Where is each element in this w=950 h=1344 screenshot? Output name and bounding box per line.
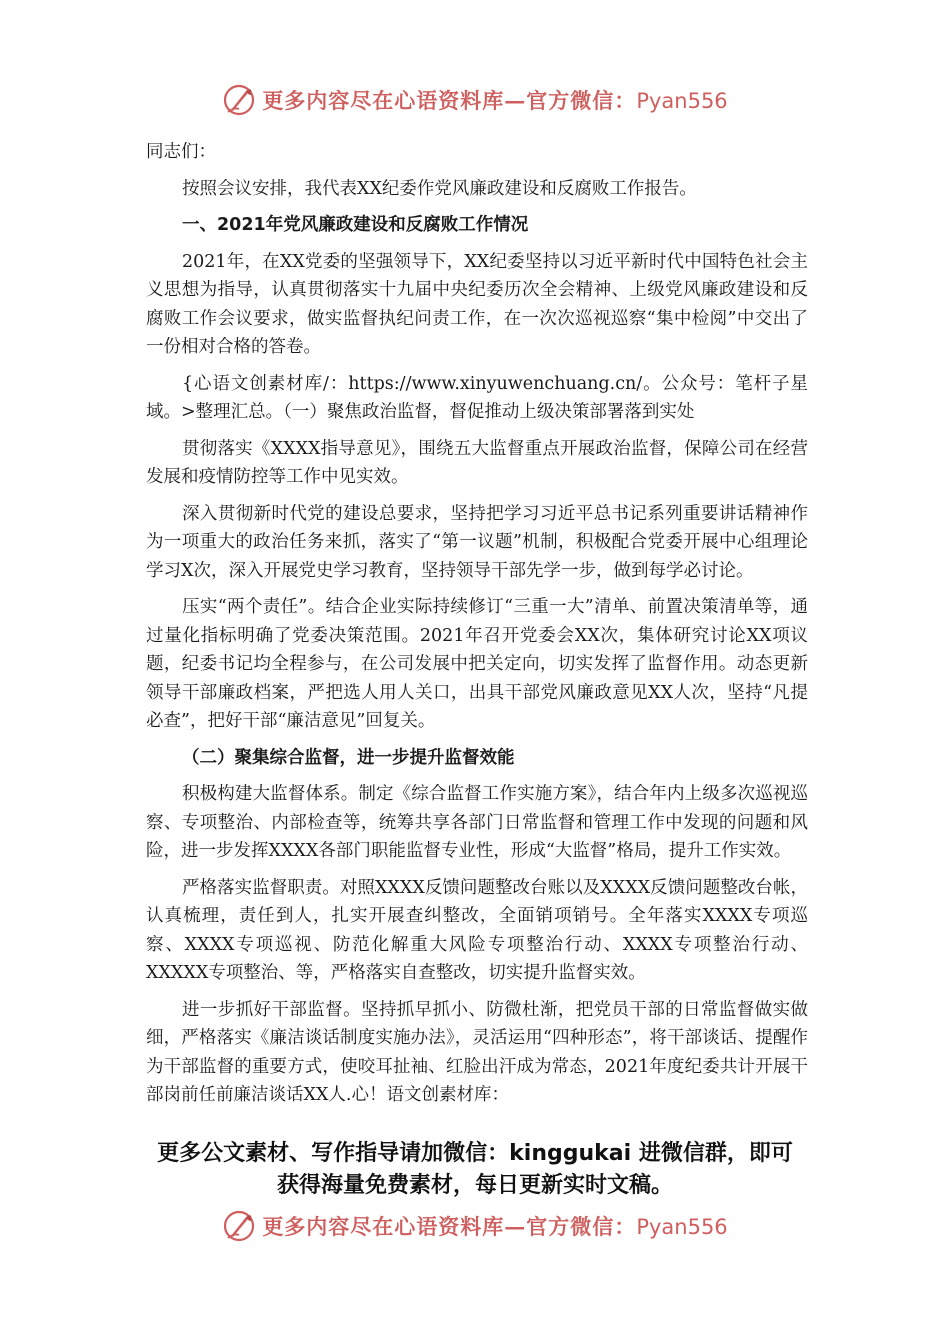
promo-line-2: 获得海量免费素材，每日更新实时文稿。: [276, 1173, 673, 1198]
footer-wechat-id: Pyan556: [636, 1215, 728, 1239]
footer-banner-text: 更多内容尽在心语资料库—官方微信：Pyan556: [262, 1214, 728, 1239]
greeting: 同志们：: [146, 142, 216, 162]
header-banner: [0, 74, 950, 126]
section-2-heading: （二）聚集综合监督，进一步提升监督效能: [182, 747, 515, 768]
promo-line-1: 更多公文素材、写作指导请加微信：kinggukai 进微信群，即可: [157, 1141, 793, 1166]
header-wechat-id: Pyan556: [636, 89, 728, 113]
supervision-system-paragraph: 积极构建大监督体系。制定《综合监督工作实施方案》，结合年内上级多次巡视巡察、专项整治、内部检查等，统筹共享各部门日常监督和管理工作中发现的问题和风险，进一步发挥XXXX各部门职能监督专业性，形成“大监督”格局，提升工作实效。: [146, 784, 808, 861]
header-banner-text: 更多内容尽在心语资料库—官方微信：Pyan556: [262, 88, 728, 113]
quill-pen-logo-icon: [222, 83, 256, 117]
cadre-supervision-paragraph: 进一步抓好干部监督。坚持抓早抓小、防微杜渐，把党员干部的日常监督做实做细，严格落实《廉洁谈话制度实施办法》，灵活运用“四种形态”，将干部谈话、提醒作为干部监督的重要方式，使咬耳扯袖、红脸出汗成为常态，2021年度纪委共计开展干部岗前任前廉洁谈话XX人.心！语文创素材库：: [146, 999, 808, 1105]
quill-pen-logo-icon: [222, 1209, 256, 1243]
document-body: [146, 138, 808, 1110]
study-paragraph: 深入贯彻新时代党的建设总要求，坚持把学习习近平总书记系列重要讲话精神作为一项重大的政治任务来抓，落实了“第一议题”机制，积极配合党委开展中心组理论学习X次，深入开展党史学习教育，坚持领导干部先学一步，做到每学必讨论。: [146, 503, 808, 581]
supervision-duty-paragraph: 严格落实监督职责。对照XXXX反馈问题整改台账以及XXXX反馈问题整改台帐，认真梳理，责任到人，扎实开展查纠整改，全面销项销号。全年落实XXXX专项巡察、XXXX专项巡视、防范化解重大风险专项整治行动、XXXX专项整治行动、XXXXX专项整治、等，严格落实自查整改，切实提升监督实效。: [146, 877, 808, 983]
intro-paragraph: 按照会议安排，我代表XX纪委作党风廉政建设和反腐败工作报告。: [182, 178, 697, 199]
section-1-heading: 一、2021年党风廉政建设和反腐败工作情况: [182, 215, 529, 235]
guidance-paragraph: 贯彻落实《XXXX指导意见》，围绕五大监督重点开展政治监督，保障公司在经营发展和疫情防控等工作中见实效。: [146, 438, 808, 487]
promo-block: [0, 1138, 950, 1202]
footer-banner: [0, 1200, 950, 1252]
responsibility-paragraph: 压实“两个责任”。结合企业实际持续修订“三重一大”清单、前置决策清单等，通过量化指标明确了党委决策范围。2021年召开党委会XX次，集体研究讨论XX项议题，纪委书记均全程参与，在公司发展中把关定向，切实发挥了监督作用。动态更新领导干部廉政档案，严把选人用人关口，出具干部党风廉政意见XX人次，坚持“凡提必查”，把好干部“廉洁意见”回复关。: [146, 597, 808, 731]
summary-paragraph: 2021年，在XX党委的坚强领导下，XX纪委坚持以习近平新时代中国特色社会主义思想为指导，认真贯彻落实十九届中央纪委历次全会精神、上级党风廉政建设和反腐败工作会议要求，做实监督执纪问责工作，在一次次巡视巡察“集中检阅”中交出了一份相对合格的答卷。: [146, 251, 808, 357]
source-paragraph: {心语文创素材库/：https://www.xinyuwenchuang.cn/。公众号：笔杆子星域。>整理汇总。（一）聚焦政治监督，督促推动上级决策部署落到实处: [146, 373, 808, 422]
